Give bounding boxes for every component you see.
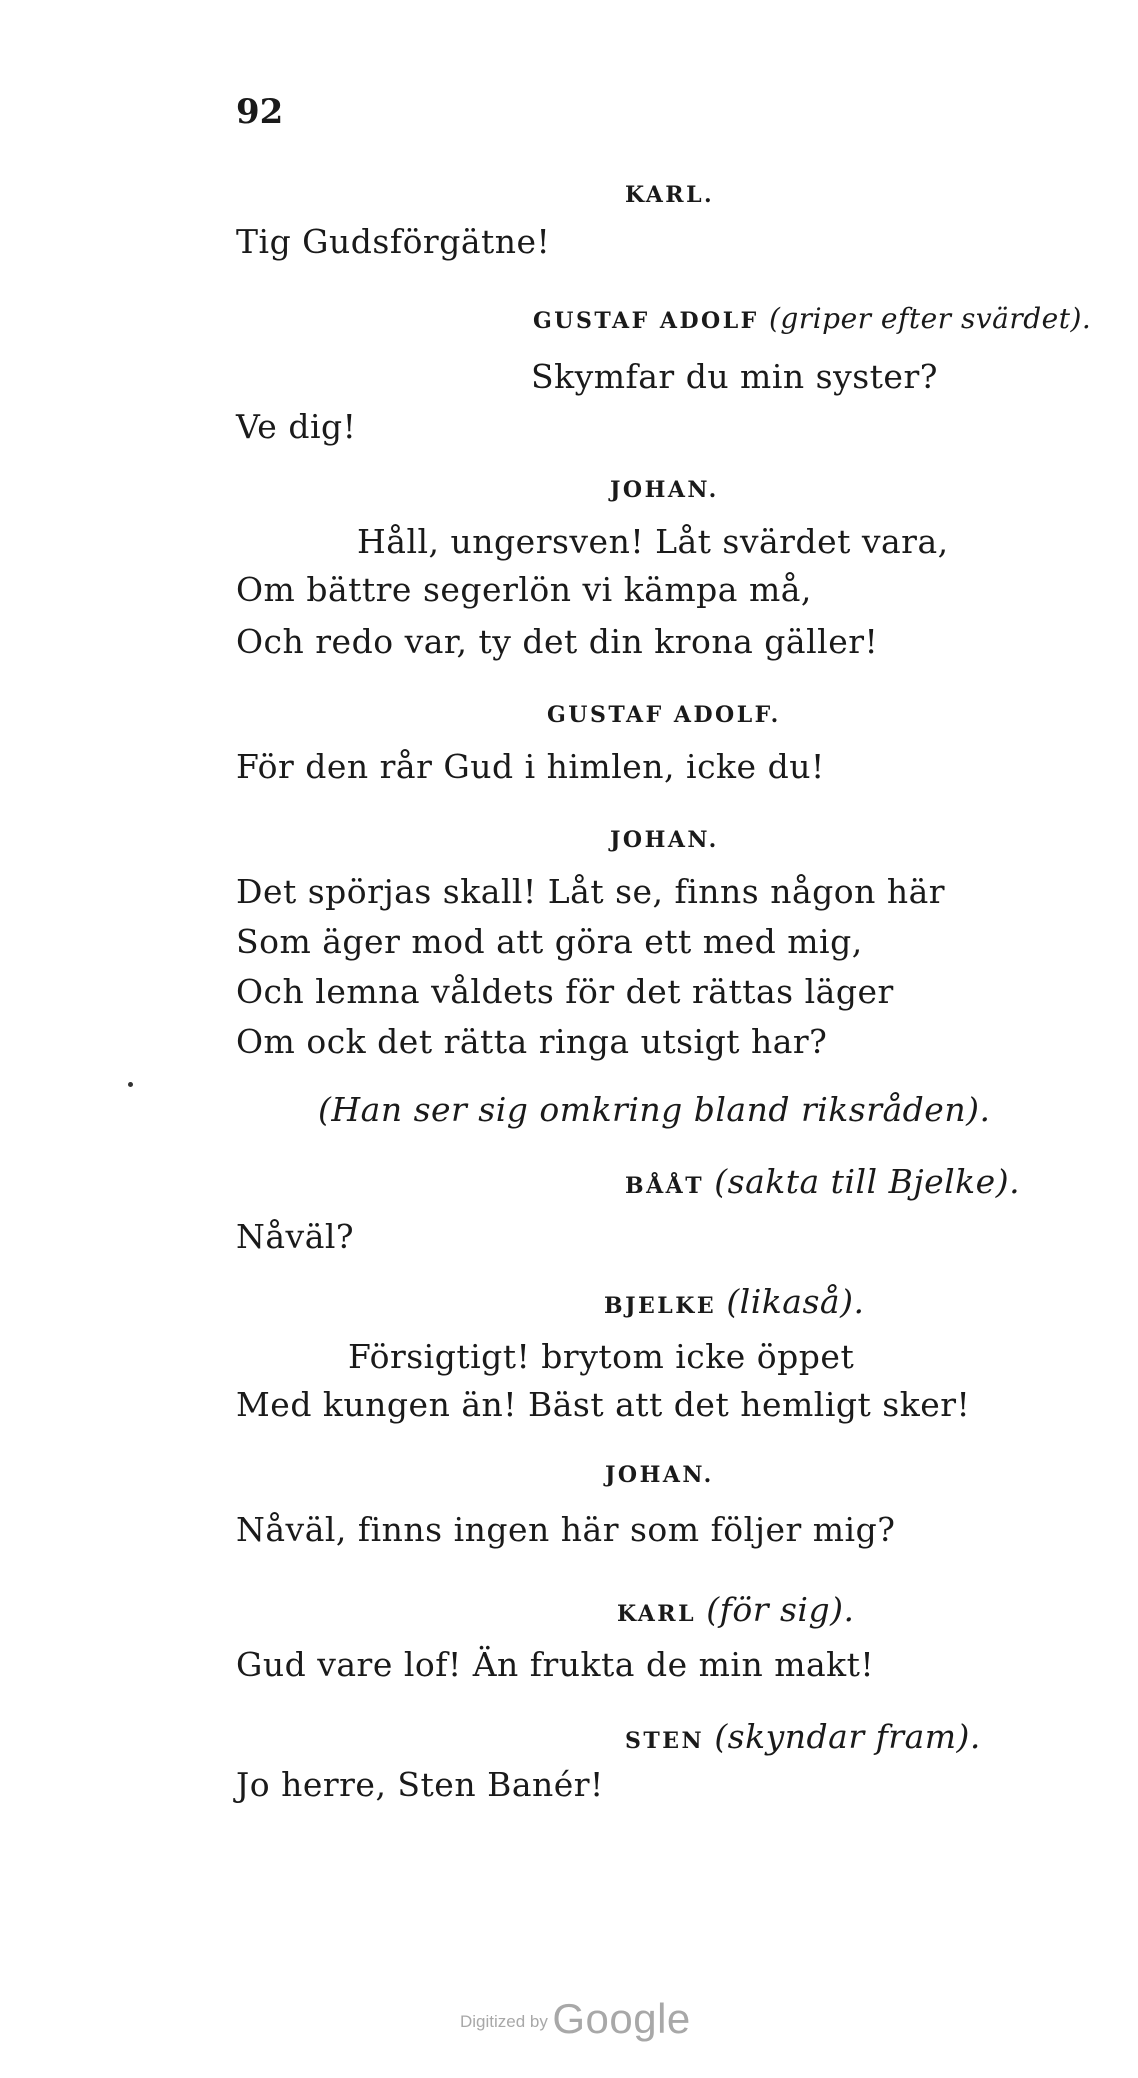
verse-line: Tig Gudsförgätne! [236, 222, 551, 261]
verse-line: Ve dig! [236, 407, 357, 446]
stage-direction: (griper efter svärdet). [768, 302, 1092, 335]
verse-line: Försigtigt! brytom icke öppet [348, 1337, 855, 1376]
verse-line: Nåväl? [236, 1217, 355, 1256]
verse-line: Nåväl, finns ingen här som följer mig? [236, 1510, 896, 1549]
footer-prefix: Digitized by [460, 2012, 548, 2031]
stage-direction: (Han ser sig omkring bland riksråden). [318, 1090, 991, 1129]
speaker-johan: JOHAN. [610, 477, 719, 503]
speaker-bjelke: BJELKE (likaså). [604, 1282, 865, 1321]
stage-direction: (sakta till Bjelke). [714, 1162, 1021, 1201]
verse-line: Det spörjas skall! Låt se, finns någon här [236, 872, 946, 911]
stage-direction: (skyndar fram). [714, 1717, 981, 1756]
verse-line: Och lemna våldets för det rättas läger [236, 972, 894, 1011]
speaker-karl: KARL. [625, 182, 715, 208]
speaker-gustaf-adolf: GUSTAF ADOLF (griper efter svärdet). [533, 302, 1092, 335]
print-speck [128, 1082, 133, 1087]
speaker-gustaf-adolf: GUSTAF ADOLF. [547, 702, 781, 728]
verse-line: Och redo var, ty det din krona gäller! [236, 622, 879, 661]
verse-line: Med kungen än! Bäst att det hemligt sker! [236, 1385, 971, 1424]
speaker-baat: BÅÅT (sakta till Bjelke). [625, 1162, 1021, 1201]
google-logo: Google [552, 1995, 691, 2042]
verse-line: Om ock det rätta ringa utsigt har? [236, 1022, 828, 1061]
page-number: 92 [236, 92, 284, 132]
speaker-johan: JOHAN. [610, 827, 719, 853]
stage-direction: (likaså). [726, 1282, 865, 1321]
verse-line: Håll, ungersven! Låt svärdet vara, [357, 522, 949, 561]
verse-line: För den rår Gud i himlen, icke du! [236, 747, 825, 786]
speaker-johan: JOHAN. [605, 1462, 714, 1488]
verse-line: Jo herre, Sten Banér! [236, 1765, 604, 1804]
speaker-sten: STEN (skyndar fram). [625, 1717, 981, 1756]
verse-line: Som äger mod att göra ett med mig, [236, 922, 863, 961]
digitized-footer [460, 1995, 691, 2043]
speaker-karl: KARL (för sig). [617, 1590, 855, 1629]
verse-line: Om bättre segerlön vi kämpa må, [236, 570, 812, 609]
verse-line: Skymfar du min syster? [531, 357, 938, 396]
verse-line: Gud vare lof! Än frukta de min makt! [236, 1645, 875, 1684]
stage-direction: (för sig). [706, 1590, 855, 1629]
